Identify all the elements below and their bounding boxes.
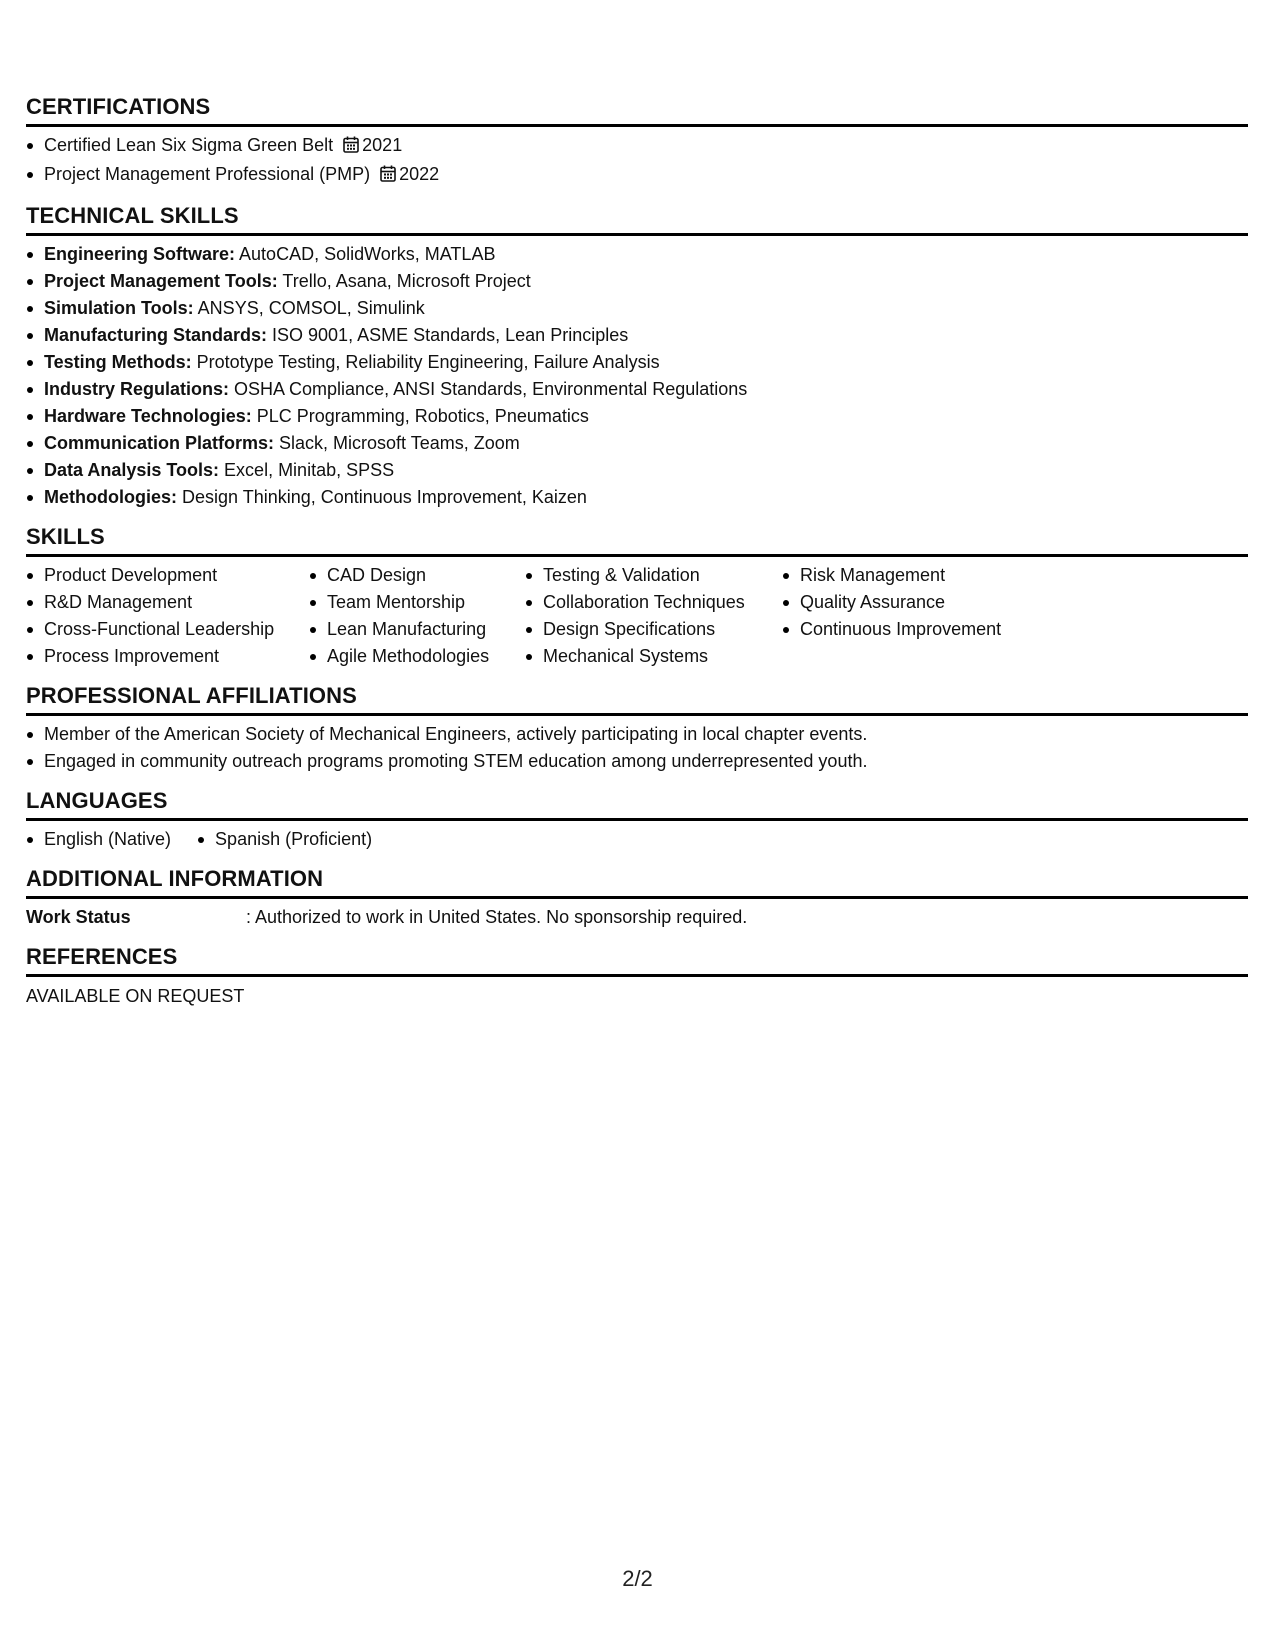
list-item: Spanish (Proficient) [197, 826, 372, 853]
skill-category-label: Data Analysis Tools: [44, 460, 220, 480]
list-item [26, 403, 1248, 430]
list-item: R&D Management [26, 589, 309, 616]
list-item [26, 484, 1248, 511]
list-item: Continuous Improvement [782, 616, 1042, 643]
references-text: AVAILABLE ON REQUEST [26, 986, 245, 1006]
skill-category-value: PLC Programming, Robotics, Pneumatics [251, 406, 589, 426]
list-item: Team Mentorship [309, 589, 525, 616]
list-item: Testing & Validation [525, 562, 782, 589]
references-section [26, 944, 1248, 1010]
work-status-value: : Authorized to work in United States. No sponsorship required. [246, 907, 748, 927]
list-item: Risk Management [782, 562, 1042, 589]
skill-category-label: Hardware Technologies: [44, 406, 252, 426]
list-item: Engaged in community outreach programs promoting STEM education among underrepresented youth. [26, 748, 1248, 775]
skills-heading: SKILLS [26, 524, 1248, 557]
skill-category-label: Project Management Tools: [44, 271, 278, 291]
skill-category-value: Excel, Minitab, SPSS [219, 460, 395, 480]
languages-heading: LANGUAGES [26, 788, 1248, 821]
skill-category-value: Slack, Microsoft Teams, Zoom [274, 433, 520, 453]
calendar-icon [380, 163, 396, 190]
certification-year: 2022 [399, 164, 440, 184]
skill-category-label: Methodologies: [44, 487, 177, 507]
list-item: Quality Assurance [782, 589, 1042, 616]
list-item [26, 268, 1248, 295]
calendar-icon [343, 134, 359, 161]
languages-row [26, 826, 1248, 853]
skill-category-value: OSHA Compliance, ANSI Standards, Environmental Regulations [229, 379, 748, 399]
certification-name: Project Management Professional (PMP) [44, 164, 371, 184]
skill-category-value: AutoCAD, SolidWorks, MATLAB [235, 244, 496, 264]
certifications-heading: CERTIFICATIONS [26, 94, 1248, 127]
list-item [26, 241, 1248, 268]
skill-category-label: Manufacturing Standards: [44, 325, 268, 345]
list-item: Member of the American Society of Mechanical Engineers, actively participating in local chapter events. [26, 721, 1248, 748]
skills-column [26, 562, 309, 670]
skills-grid [26, 562, 1248, 670]
certifications-section [26, 94, 1248, 190]
work-status-row [26, 904, 1248, 931]
languages-section [26, 788, 1248, 853]
list-item [26, 349, 1248, 376]
certifications-list [26, 132, 1248, 190]
skill-category-label: Simulation Tools: [44, 298, 194, 318]
skill-category-label: Engineering Software: [44, 244, 236, 264]
list-item [26, 161, 1248, 190]
skills-column [309, 562, 525, 670]
list-item [26, 430, 1248, 457]
list-item [26, 132, 1248, 161]
list-item: Design Specifications [525, 616, 782, 643]
additional-info-section [26, 866, 1248, 931]
list-item [26, 295, 1248, 322]
skill-category-label: Communication Platforms: [44, 433, 275, 453]
skill-category-value: ISO 9001, ASME Standards, Lean Principles [267, 325, 629, 345]
list-item [26, 376, 1248, 403]
references-heading: REFERENCES [26, 944, 1248, 977]
additional-info-heading: ADDITIONAL INFORMATION [26, 866, 1248, 899]
skills-column [782, 562, 1042, 670]
affiliations-list [26, 721, 1248, 775]
list-item: Process Improvement [26, 643, 309, 670]
skills-section [26, 524, 1248, 670]
certification-name: Certified Lean Six Sigma Green Belt [44, 135, 334, 155]
resume-content [26, 94, 1248, 1023]
list-item: CAD Design [309, 562, 525, 589]
list-item [26, 322, 1248, 349]
list-item [26, 457, 1248, 484]
technical-skills-section [26, 203, 1248, 511]
skill-category-label: Industry Regulations: [44, 379, 230, 399]
technical-skills-heading: TECHNICAL SKILLS [26, 203, 1248, 236]
list-item: Product Development [26, 562, 309, 589]
work-status-label: Work Status [26, 907, 131, 927]
languages-list [26, 826, 398, 853]
certification-year: 2021 [362, 135, 403, 155]
list-item: Agile Methodologies [309, 643, 525, 670]
skill-category-value: Design Thinking, Continuous Improvement, Kaizen [177, 487, 587, 507]
list-item: Cross-Functional Leadership [26, 616, 309, 643]
skill-category-value: Prototype Testing, Reliability Engineering, Failure Analysis [191, 352, 660, 372]
skill-category-value: ANSYS, COMSOL, Simulink [193, 298, 425, 318]
list-item: Collaboration Techniques [525, 589, 782, 616]
skill-category-label: Testing Methods: [44, 352, 192, 372]
skills-column [525, 562, 782, 670]
skill-category-value: Trello, Asana, Microsoft Project [277, 271, 531, 291]
list-item: Lean Manufacturing [309, 616, 525, 643]
technical-skills-list [26, 241, 1248, 511]
affiliations-section [26, 683, 1248, 775]
list-item: English (Native) [26, 826, 171, 853]
list-item: Mechanical Systems [525, 643, 782, 670]
affiliations-heading: PROFESSIONAL AFFILIATIONS [26, 683, 1248, 716]
page-number: 2/2 [622, 1566, 653, 1591]
